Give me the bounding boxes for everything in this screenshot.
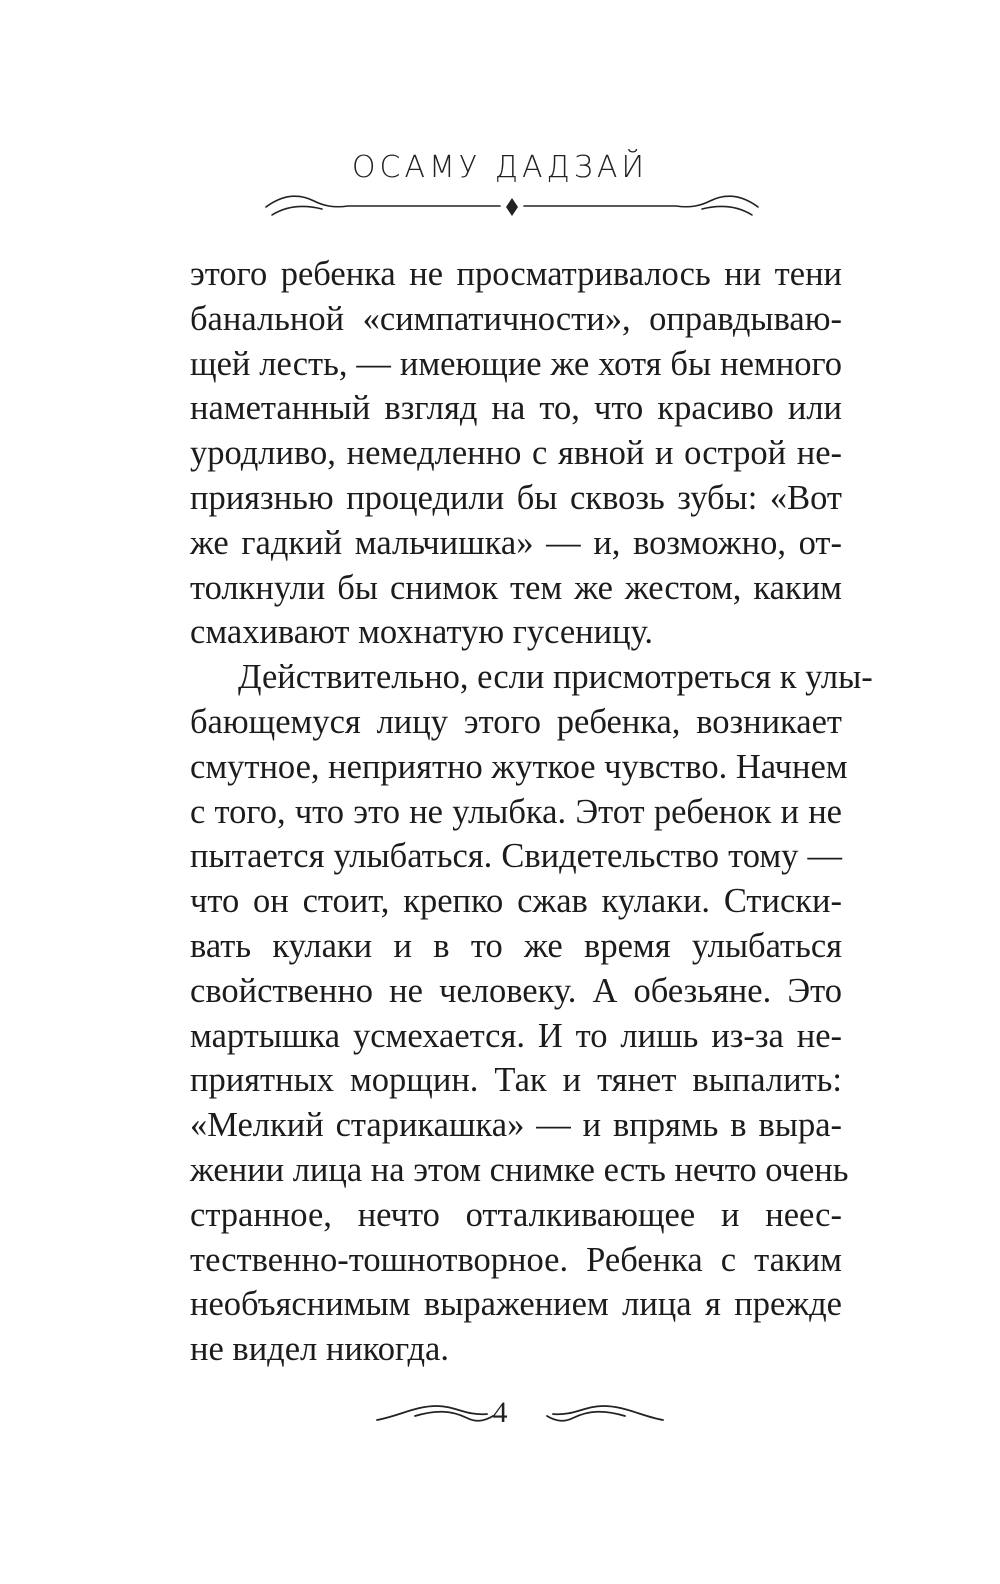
text-line: тественно-тошнотворное. Ребенка с таким <box>190 1240 842 1279</box>
body-text <box>190 252 873 1372</box>
text-line: смутное, неприятно жуткое чувство. Начнем <box>190 747 848 786</box>
text-line: щей лесть, — имеющие же хотя бы немного <box>190 344 842 383</box>
header-ornament <box>262 183 762 233</box>
diamond-ornament-icon <box>506 198 518 216</box>
text-line: приятных морщин. Так и тянет выпалить: <box>190 1061 842 1100</box>
paragraph-2 <box>190 655 873 1372</box>
text-line: приязнью процедили бы сквозь зубы: «Вот <box>190 478 842 517</box>
text-line: свойственно не человеку. А обезьяне. Это <box>190 971 842 1010</box>
text-line: уродливо, немедленно с явной и острой не- <box>190 434 842 473</box>
text-line: бающемуся лицу этого ребенка, возникает <box>190 702 842 741</box>
page-number: 4 <box>492 1396 508 1429</box>
text-line: что он стоит, крепко сжав кулаки. Стиски- <box>190 882 842 921</box>
text-line: мартышка усмехается. И то лишь из-за не- <box>190 1016 842 1055</box>
text-line: смахивают мохнатую гусеницу. <box>190 613 653 652</box>
text-line: банальной «симпатичности», оправдываю- <box>190 299 842 338</box>
text-line: «Мелкий старикашка» — и впрямь в выра- <box>190 1106 842 1145</box>
text-line: не видел никогда. <box>190 1330 449 1369</box>
text-line: этого ребенка не просматривалось ни тени <box>190 255 842 293</box>
text-line: жении лица на этом снимке есть нечто очень <box>190 1150 849 1189</box>
text-line: Действительно, если присмотреться к улы- <box>238 658 873 697</box>
text-line: пытается улыбаться. Свидетельство тому — <box>190 837 842 876</box>
text-line: же гадкий мальчишка» — и, возможно, от- <box>190 523 842 562</box>
text-line: вать кулаки и в то же время улыбаться <box>190 926 842 965</box>
text-line: странное, нечто отталкивающее и неес- <box>190 1195 842 1234</box>
text-line: толкнули бы снимок тем же жестом, каким <box>190 568 842 607</box>
text-line: наметанный взгляд на то, что красиво или <box>190 389 842 428</box>
text-line: необъяснимым выражением лица я прежде <box>190 1285 842 1324</box>
paragraph-1 <box>190 252 842 655</box>
text-line: с того, что это не улыбка. Этот ребенок и не <box>190 792 842 831</box>
running-head-author: ОСАМУ ДАДЗАЙ <box>351 150 649 185</box>
